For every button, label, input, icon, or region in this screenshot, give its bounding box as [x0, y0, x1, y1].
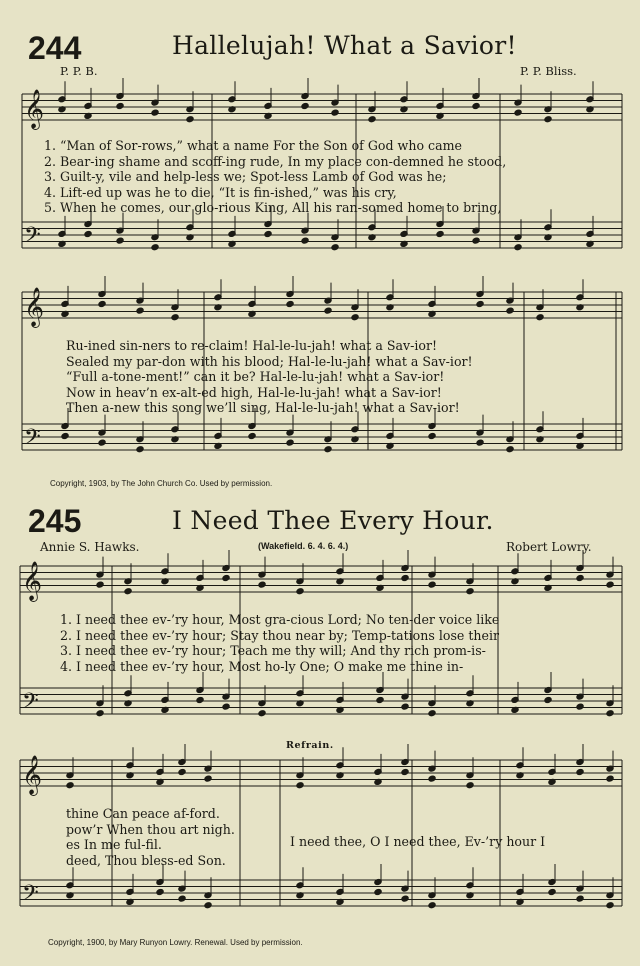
- verse-line: 2. Bear-ing shame and scoff-ing rude, In my place con-demned he stood,: [44, 153, 507, 169]
- verse-line: 2. I need thee ev-’ry hour; Stay thou near by; Temp-tations lose their: [60, 627, 500, 643]
- verse-line: deed, Thou bless-ed Son.: [66, 852, 226, 868]
- bass-clef-icon: 𝄢: [24, 223, 41, 253]
- treble-clef-icon: 𝄞: [22, 561, 43, 601]
- treble-clef-icon: 𝄞: [22, 755, 43, 795]
- verse-line: “Full a-tone-ment!” can it be? Hal-le-lu-jah! what a Sav-ior!: [66, 369, 445, 385]
- verse-line: 1. I need thee ev-’ry hour, Most gra-cious Lord; No ten-der voice like: [60, 612, 500, 627]
- hymn-title: I Need Thee Every Hour.: [172, 506, 494, 535]
- copyright-notice: Copyright, 1903, by The John Church Co. Used by permission.: [50, 479, 273, 488]
- verse-line: 4. I need thee ev-’ry hour, Most ho-ly One; O make me thine in-: [60, 658, 464, 674]
- verse-line: 4. Lift-ed up was he to die, “It is fin-ished,” was his cry,: [44, 184, 397, 200]
- verse-lyrics-system1: [60, 612, 630, 676]
- hymn-number: 244: [28, 30, 82, 66]
- verse-line: 1. “Man of Sor-rows,” what a name For the Son of God who came: [44, 138, 462, 153]
- music-credit: P. P. Bliss.: [520, 64, 577, 78]
- bass-staff: [20, 688, 622, 714]
- bass-staff: [20, 880, 622, 906]
- music-credit: Robert Lowry.: [506, 540, 592, 554]
- bass-clef-icon: 𝄢: [22, 881, 39, 911]
- treble-staff: [22, 94, 622, 120]
- verse-line: 5. When he comes, our glo-rious King, All his ran-somed home to bring,: [44, 200, 502, 216]
- verse-line: thine Can peace af-ford.: [66, 806, 220, 821]
- verse-line: pow’r When thou art nigh.: [66, 821, 235, 837]
- verse-lyrics-system2: [66, 806, 286, 870]
- words-credit: P. P. B.: [60, 64, 98, 78]
- hymn-number: 245: [28, 503, 82, 539]
- hymn-title: Hallelujah! What a Savior!: [172, 31, 517, 60]
- copyright-notice: Copyright, 1900, by Mary Runyon Lowry. Renewal. Used by permission.: [48, 938, 303, 947]
- treble-clef-icon: 𝄞: [24, 89, 45, 129]
- verse-line: Sealed my par-don with his blood; Hal-le-lu-jah! what a Sav-ior!: [66, 353, 473, 369]
- bass-staff: [22, 424, 622, 450]
- treble-staff: [22, 292, 622, 318]
- bass-staff: [22, 222, 622, 248]
- tune-name: (Wakefield. 6. 4. 6. 4.): [258, 541, 349, 551]
- refrain-lyrics: I need thee, O I need thee, Ev-’ry hour I: [290, 834, 546, 849]
- treble-staff: [20, 760, 622, 786]
- refrain-label: Refrain.: [286, 740, 334, 751]
- verse-line: 3. I need thee ev-’ry hour; Teach me thy will; And thy rich prom-is-: [60, 643, 486, 659]
- verse-lyrics-system1: [44, 138, 624, 218]
- bass-clef-icon: 𝄢: [22, 689, 39, 719]
- verse-line: Ru-ined sin-ners to re-claim! Hal-le-lu-jah! what a Sav-ior!: [66, 338, 438, 353]
- verse-line: Now in heav’n ex-alt-ed high, Hal-le-lu-jah! what a Sav-ior!: [66, 384, 442, 400]
- verse-line: 3. Guilt-y, vile and help-less we; Spot-less Lamb of God was he;: [44, 169, 447, 185]
- treble-staff: [20, 566, 622, 592]
- verse-lyrics-system2: [66, 338, 626, 418]
- verse-line: Then a-new this song we’ll sing, Hal-le-lu-jah! what a Sav-ior!: [66, 400, 460, 416]
- bass-clef-icon: 𝄢: [24, 425, 41, 455]
- verse-line: es In me ful-fil.: [66, 837, 162, 853]
- treble-clef-icon: 𝄞: [24, 287, 45, 327]
- words-credit: Annie S. Hawks.: [40, 540, 140, 554]
